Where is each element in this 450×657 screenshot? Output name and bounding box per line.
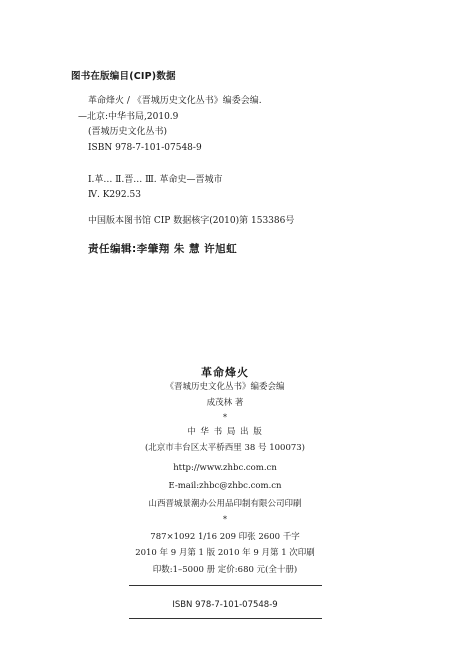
- cip-heading: 图书在版编目(CIP)数据: [71, 71, 176, 82]
- top-rule: [129, 585, 322, 586]
- specs-line: 787×1092 1/16 209 印张 2600 千字: [150, 532, 300, 542]
- cip-record-line: 中国版本图书馆 CIP 数据核字(2010)第 153386号: [88, 216, 295, 226]
- cip-isbn-line: ISBN 978-7-101-07548-9: [88, 143, 202, 153]
- cip-subject-line: Ⅰ.革… Ⅱ.晋… Ⅲ. 革命史—晋城市: [88, 175, 223, 185]
- printer-line: 山西晋城景潮办公用品印制有限公司印刷: [148, 499, 302, 509]
- responsible-editors: 责任编辑:李肇翔 朱 慧 许旭虹: [88, 243, 238, 255]
- bottom-rule: [129, 618, 322, 619]
- separator-star: *: [223, 515, 227, 524]
- separator-star: *: [223, 413, 227, 422]
- cip-title-line: 革命烽火 / 《晋城历史文化丛书》编委会编.: [88, 96, 262, 106]
- cip-class-line: Ⅳ. K292.53: [88, 190, 141, 200]
- bottom-isbn: ISBN 978-7-101-07548-9: [172, 600, 278, 610]
- edition-line: 2010 年 9 月第 1 版 2010 年 9 月第 1 次印刷: [135, 548, 315, 558]
- compiler-line: 《晋城历史文化丛书》编委会编: [165, 382, 285, 392]
- book-title: 革命烽火: [201, 366, 249, 379]
- cip-series-line: (晋城历史文化丛书): [88, 127, 168, 137]
- website-line: http://www.zhbc.com.cn: [173, 463, 277, 473]
- email-line: E-mail:zhbc@zhbc.com.cn: [168, 481, 282, 491]
- publisher-line: 中 华 书 局 出 版: [187, 427, 263, 437]
- address-line: (北京市丰台区太平桥西里 38 号 100073): [144, 443, 305, 453]
- cip-publisher-line: —北京:中华书局,2010.9: [78, 112, 179, 122]
- author-line: 成茂林 著: [206, 398, 244, 408]
- print-run-line: 印数:1–5000 册 定价:680 元(全十册): [152, 565, 298, 575]
